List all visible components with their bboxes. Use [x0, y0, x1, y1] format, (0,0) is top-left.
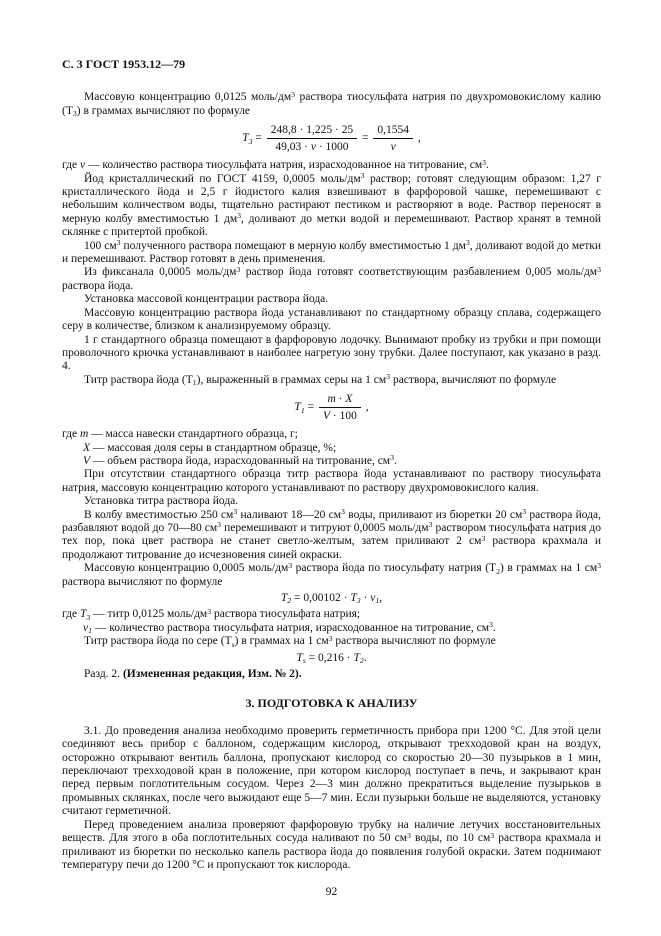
formula-t3-lhs: $T_3$	[242, 132, 253, 146]
formula-t3-fraction-2	[373, 123, 413, 154]
formula-t2: $T_2 = 0,00102 \cdot T_3 \cdot v_1$,	[280, 592, 383, 606]
formula-t3-numerator-1: 248,8 · 1,225 · 25	[267, 123, 357, 139]
page-number: 92	[325, 886, 338, 899]
formula-t1-lhs: $T_1$	[294, 401, 305, 415]
paragraph-titer-sulfur: Титр раствора йода по сере $(T_s)$ в граммах на 1 $см^3$ раствора вычисляют по формуле	[84, 633, 496, 649]
paragraph-3-1: 3.1. До проведения анализа необходимо проверить герметичность прибора при 1200 °С. Для этой цели соединяют весь прибор с баллоном, содержащим кислород, открывают трехходовой кран на воздух, осторожно открывают вентиль баллона, пропускают кислород со скоростью 20—30 пузырьков в 1 мин, переключают трехходовой кран в положение, при котором кислород поступает в печь, и закрывают кран перед первым поглотительным сосудом. Через 2—3 мин должно прекратиться выделение пузырьков в промывных склянках, после чего выжидают еще 5—7 мин. Если пузырьки больше не выделяются, установку считают герметичной.	[62, 724, 601, 818]
paragraph-1g-sample: 1 г стандартного образца помещают в фарфоровую лодочку. Вынимают пробку из трубки и при помощи проволочного крючка устанавливают в наиболее нагретую зону трубки. Далее поступают, как указано в разд. 4.	[62, 333, 601, 373]
formula-t1-fraction	[319, 392, 361, 423]
definition-m: где m — масса навески стандартного образца, г;	[62, 428, 298, 441]
paragraph-flask: В колбу вместимостью 250 $см^3$ наливают 18—20 $см^3$ воды, приливают из бюретки 20 $см^3$ раствора йода, разбавляют водой до 70—80 $см^3$ перемешивают и титруют 0,0005 моль/$дм^3$ раствором тиосульфата натрия до тех пор, пока цвет раствора не станет светло-желтым, затем приливают 2 $см^3$ раствора крахмала и продолжают титрование до исчезновения синей окраски.	[62, 507, 602, 561]
definition-x: X — массовая доля серы в стандартном образце, %;	[83, 441, 337, 454]
formula-t1-tail: ,	[365, 401, 369, 414]
formula-t1-denominator: V · 100	[322, 410, 357, 423]
formula-t3-numerator-2: 0,1554	[373, 123, 413, 139]
paragraph-absence-standard: При отсутствии стандартного образца титр раствора йода устанавливают по раствору тиосульфата натрия, массовую концентрацию которого устанавливают по раствору двухромовокислого калия.	[62, 468, 601, 494]
paragraph-before-analysis: Перед проведением анализа проверяют фарфоровую трубку на наличие летучих восстановительных веществ. Для этого в оба поглотительных сосуда наливают по 50 $см^3$ воды, по 10 $см^3$ раствора крахмала и приливают из бюретки по несколько капель раствора йода до появления голубой окраски. Затем поднимают температуру печи до 1200 °С и пропускают ток кислорода.	[62, 818, 601, 871]
formula-t3-denominator-1: 49,03 · v · 1000	[275, 141, 349, 154]
definition-v: где v — количество раствора тиосульфата натрия, израсходованное на титрование, $см^3$.	[62, 157, 489, 172]
paragraph-setup-titer: Установка титра раствора йода.	[84, 495, 239, 508]
definition-v1: $v_1$ — количество раствора тиосульфата натрия, израсходованное на титрование, $см^3$.	[83, 620, 496, 636]
paragraph-100cm: 100 $см^3$ полученного раствора помещают в мерную колбу вместимостью 1 $дм^3$, доливают водой до метки и перемешивают. Раствор готовят в день применения.	[62, 238, 601, 266]
paragraph-iodine: Йод кристаллический по ГОСТ 4159, 0,0005 моль/$дм^3$ раствор; готовят следующим образом: 1,27 г кристаллического йода и 2,5 г йодистого калия взвешивают в фарфоровой чашке, перемешивают с небольшим количеством воды, тщательно растирают пестиком и растворяют в воде. Раствор переносят в мерную колбу вместимостью 1 $дм^3$, доливают до метки водой и перемешивают. Раствор хранят в темной склянке с притертой пробкой.	[62, 171, 602, 239]
formula-t1	[62, 392, 601, 423]
section2-revision-note: Разд. 2. (Измененная редакция, Изм. № 2).	[84, 668, 302, 681]
formula-t3-denominator-2: v	[390, 141, 396, 154]
formula-t3-tail: ,	[417, 132, 421, 145]
paragraph-titer-t1: Титр раствора йода $(T_1)$, выраженный в граммах серы на 1 $см^3$ раствора, вычисляют по формуле	[84, 372, 557, 388]
running-head: С. 3 ГОСТ 1953.12—79	[62, 57, 186, 71]
definition-t3: где $T_3$ — титр 0,0125 моль/$дм^3$ раствора тиосульфата натрия;	[62, 606, 361, 622]
formula-t3	[62, 123, 601, 154]
paragraph-mass-standard: Массовую концентрацию раствора йода устанавливают по стандартному образцу сплава, содержащего серу в количестве, близком к анализируемому образцу.	[62, 306, 601, 333]
definition-volume: V — объем раствора йода, израсходованный на титрование, $см^3$.	[83, 453, 397, 467]
formula-t3-eq2: =	[362, 132, 369, 145]
section3-heading: 3. ПОДГОТОВКА К АНАЛИЗУ	[245, 696, 418, 711]
paragraph-setup-mass: Установка массовой концентрации раствора йода.	[84, 293, 329, 306]
formula-t3-fraction-1	[267, 123, 357, 154]
formula-ts: $T_s = 0,216 \cdot T_2$.	[296, 651, 367, 665]
formula-t1-eq1: =	[307, 401, 315, 414]
paragraph-fixanal: Из фиксанала 0,0005 моль/$дм^3$ раствор йода готовят соответствующим разбавлением 0,005 моль/$дм^3$ раствора йода.	[62, 264, 601, 292]
paragraph-mass-t2: Массовую концентрацию 0,0005 моль/$дм^3$ раствора йода по тиосульфату натрия $(T_2)$ в граммах на 1 $см^3$ раствора вычисляют по формуле	[62, 560, 602, 588]
formula-t1-numerator: m · X	[319, 392, 361, 408]
formula-t3-eq1: =	[255, 132, 262, 145]
paragraph-intro: Массовую концентрацию 0,0125 моль/$дм^3$ раствора тиосульфата натрия по двухромовокислому калию $(T_3)$ в граммах вычисляют по формуле	[62, 89, 602, 119]
